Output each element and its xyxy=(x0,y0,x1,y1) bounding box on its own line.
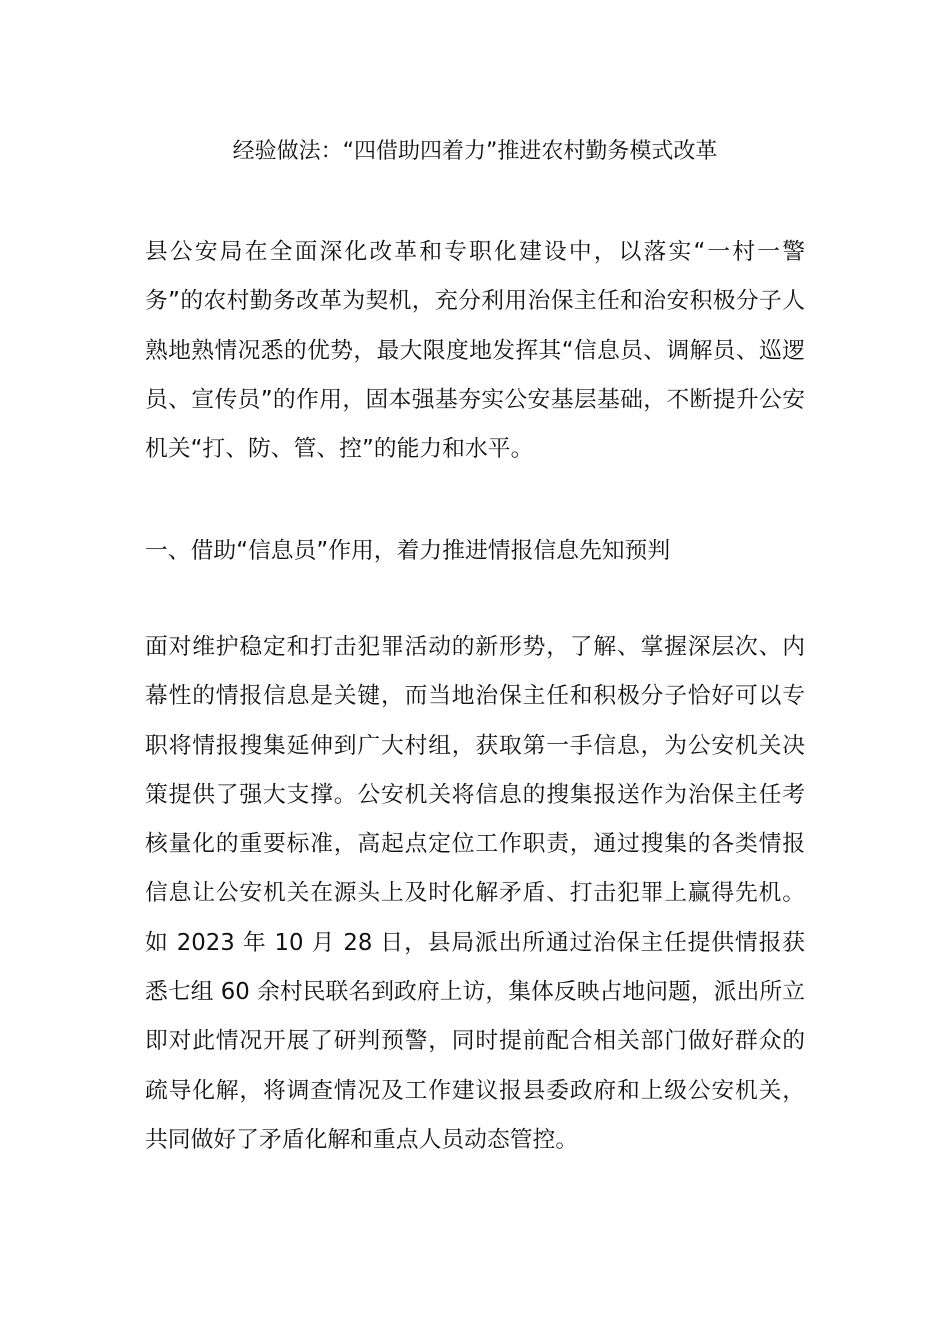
document-title: 经验做法：“四借助四着力”推进农村勤务模式改革 xyxy=(232,139,718,164)
section-1-body: 面对维护稳定和打击犯罪活动的新形势，了解、掌握深层次、内幕性的情报信息是关键，而当地治保主任和积极分子恰好可以专职将情报搜集延伸到广大村组，获取第一手信息，为公安机关决策提供了强大支撑。公安机关将信息的搜集报送作为治保主任考核量化的重要标准，高起点定位工作职责，通过搜集的各类情报信息让公安机关在源头上及时化解矛盾、打击犯罪上赢得先机。如 2023 年 10 月 28 日，县局派出所通过治保主任提供情报获悉七组 60 余村民联名到政府上访，集体反映占地问题，派出所立即对此情况开展了研判预警，同时提前配合相关部门做好群众的疏导化解，将调查情况及工作建议报县委政府和上级公安机关，共同做好了矛盾化解和重点人员动态管控。 xyxy=(145,634,805,1153)
intro-paragraph: 县公安局在全面深化改革和专职化建设中，以落实“一村一警务”的农村勤务改革为契机，充分利用治保主任和治安积极分子人熟地熟情况悉的优势，最大限度地发挥其“信息员、调解员、巡逻员、宣传员”的作用，固本强基夯实公安基层基础，不断提升公安机关“打、防、管、控”的能力和水平。 xyxy=(145,239,805,463)
section-1-heading: 一、借助“信息员”作用，着力推进情报信息先知预判 xyxy=(145,538,671,564)
